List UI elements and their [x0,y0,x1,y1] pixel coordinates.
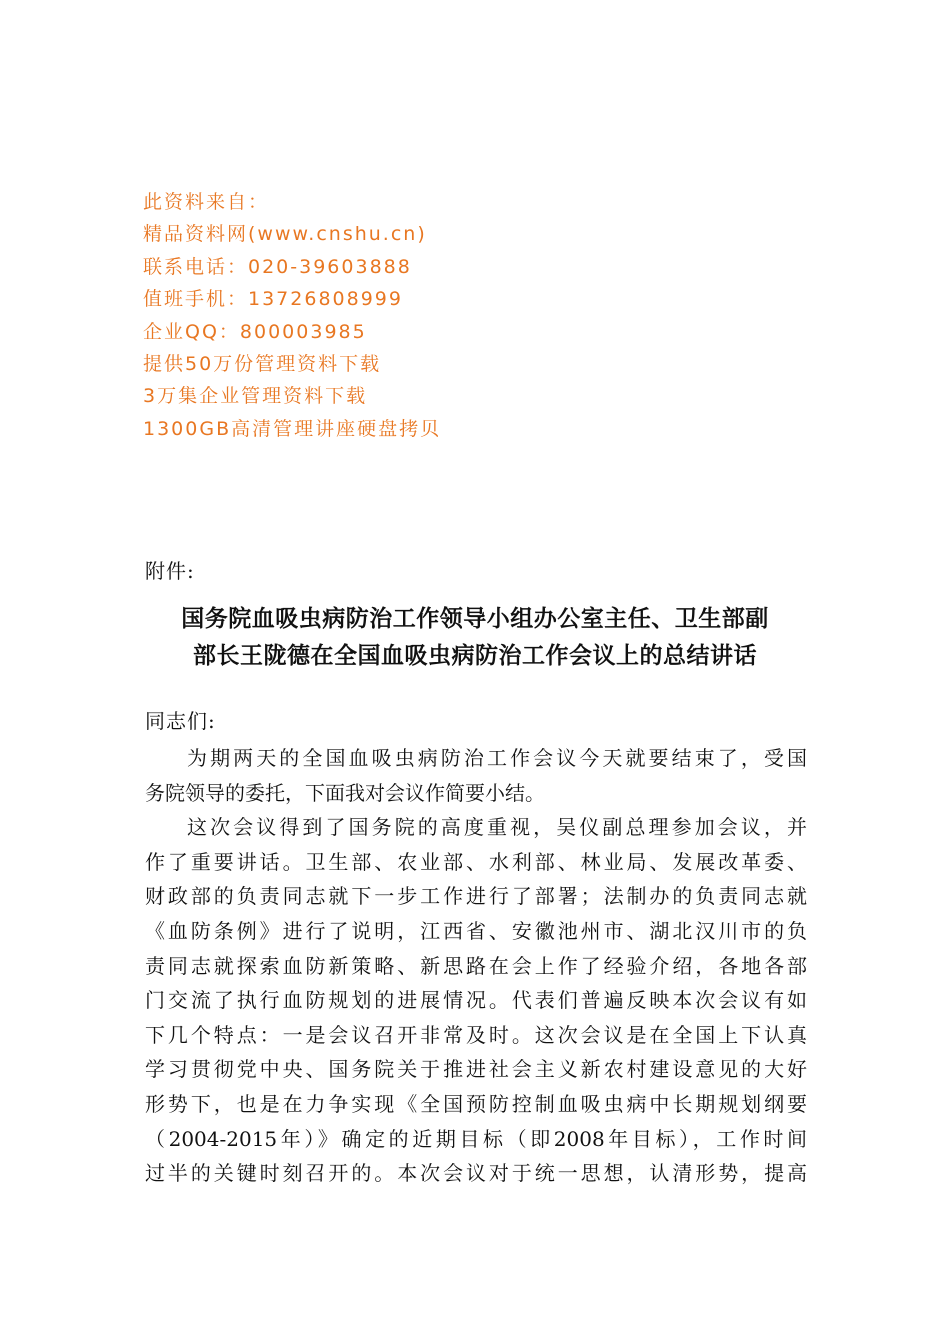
body-text-line: 这次会议得到了国务院的高度重视，吴仪副总理参加会议，并 [187,815,807,840]
body-text-line: （2004-2015年）》确定的近期目标（即2008年目标），工作时间 [145,1126,807,1151]
source-info-block [143,186,703,445]
body-text-line: 形势下，也是在力争实现《全国预防控制血吸虫病中长期规划纲要 [145,1091,807,1116]
body-text-line: 学习贯彻党中央、国务院关于推进社会主义新农村建设意见的大好 [145,1057,807,1082]
body-text-line: 下几个特点：一是会议召开非常及时。这次会议是在全国上下认真 [145,1022,807,1047]
body-text-line: 作了重要讲话。卫生部、农业部、水利部、林业局、发展改革委、 [145,849,807,874]
document-title-line: 部长王陇德在全国血吸虫病防治工作会议上的总结讲话 [193,642,757,669]
attachment-label: 附件: [145,559,195,583]
body-text [145,741,807,1191]
body-text-line: 《血防条例》进行了说明，江西省、安徽池州市、湖北汉川市的负 [145,918,807,943]
source-info-line: 值班手机：13726808999 [143,288,403,311]
document-title [140,600,810,674]
source-info-line: 企业QQ：800003985 [143,320,367,343]
greeting: 同志们: [145,709,216,733]
document-title-line: 国务院血吸虫病防治工作领导小组办公室主任、卫生部副 [181,605,769,632]
source-info-line: 提供50万份管理资料下载 [143,352,382,375]
body-text-line: 过半的关键时刻召开的。本次会议对于统一思想，认清形势，提高 [145,1161,807,1186]
body-text-line: 务院领导的委托，下面我对会议作简要小结。 [145,780,545,805]
source-info-line: 此资料来自： [143,191,270,213]
body-text-line: 门交流了执行血防规划的进展情况。代表们普遍反映本次会议有如 [145,988,807,1013]
source-info-line: 3万集企业管理资料下载 [143,385,368,408]
body-text-line: 责同志就探索血防新策略、新思路在会上作了经验介绍，各地各部 [145,953,807,978]
source-info-line: 精品资料网(www.cnshu.cn) [143,223,427,246]
body-text-line: 财政部的负责同志就下一步工作进行了部署；法制办的负责同志就 [145,884,807,909]
body-text-line: 为期两天的全国血吸虫病防治工作会议今天就要结束了，受国 [187,746,807,770]
source-info-line: 联系电话：020-39603888 [143,255,412,278]
source-info-line: 1300GB高清管理讲座硬盘拷贝 [143,417,442,440]
